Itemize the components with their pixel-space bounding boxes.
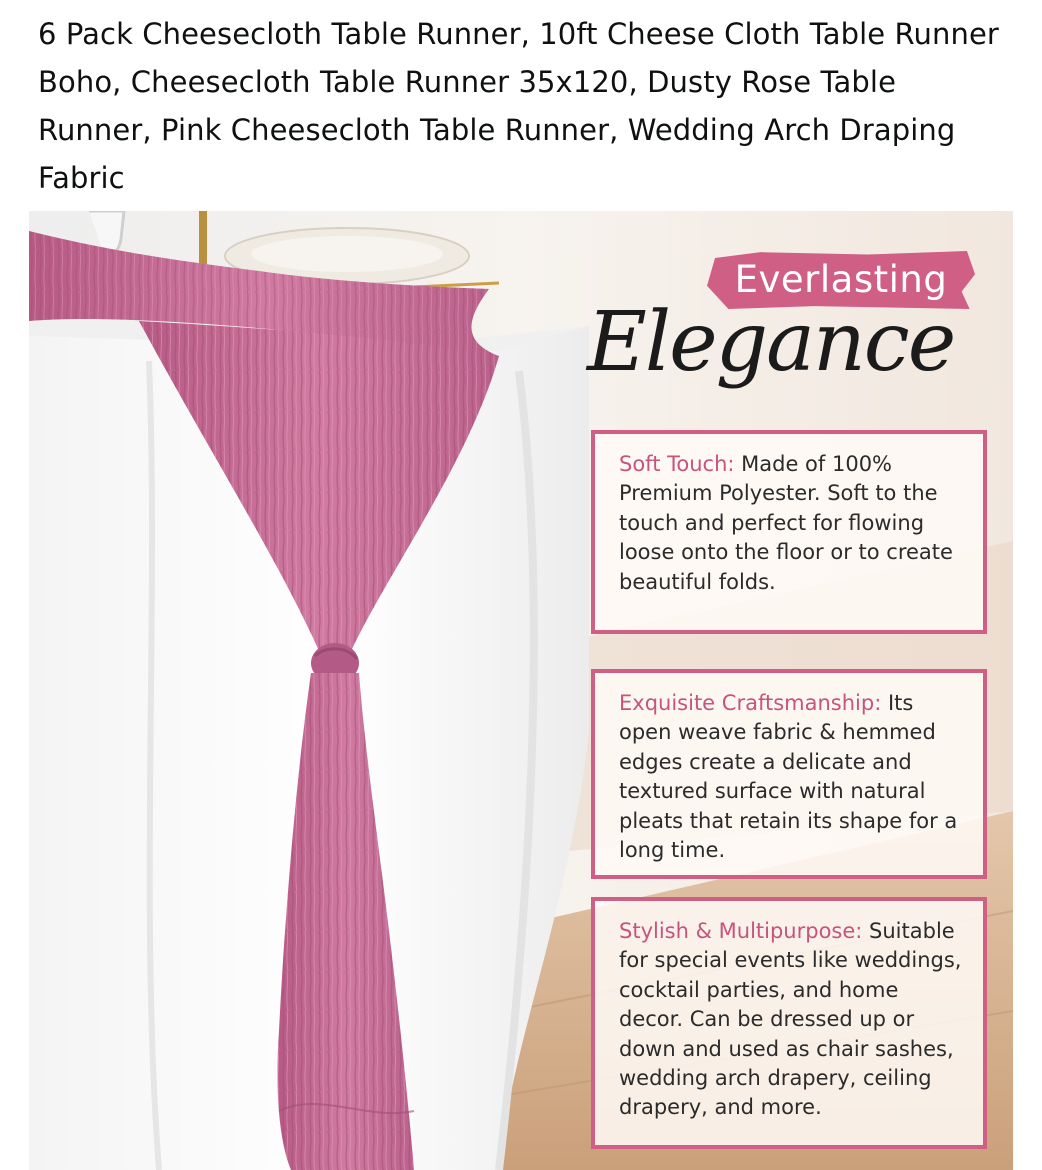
feature-text: Its open weave fabric & hemmed edges create a delicate and textured surface with natural pleats that retain its shape for a long time. [619,691,958,863]
feature-card-craftsmanship [591,669,987,879]
feature-title: Stylish & Multipurpose: [619,919,863,943]
banner-text: Everlasting [734,258,948,301]
product-title: 6 Pack Cheesecloth Table Runner, 10ft Cheese Cloth Table Runner Boho, Cheesecloth Table Runner 35x120, Dusty Rose Table Runner, Pink Cheesecloth Table Runner, Wedding Arch Draping Fabric [38,17,999,195]
feature-card-multipurpose [591,897,987,1149]
feature-text: Suitable for special events like weddings, cocktail parties, and home decor. Can be dressed up or down and used as chair sashes, wedding arch drapery, ceiling drapery, and more. [619,919,962,1120]
feature-title: Exquisite Craftsmanship: [619,691,882,715]
headline-script: Elegance [587,295,955,390]
feature-title: Soft Touch: [619,452,735,476]
feature-card-soft-touch [591,430,987,634]
product-image[interactable] [29,211,1013,1170]
feature-text: Made of 100% Premium Polyester. Soft to the touch and perfect for flowing loose onto the floor or to create beautiful folds. [619,452,953,594]
